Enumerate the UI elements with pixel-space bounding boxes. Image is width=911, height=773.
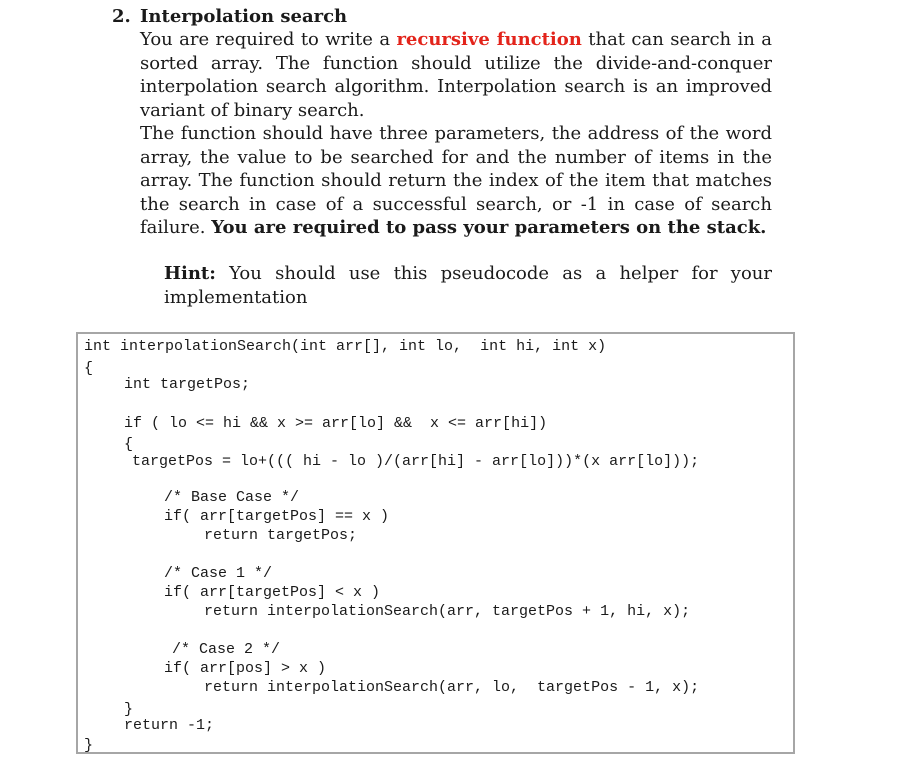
description-text: that can search in a sorted array. The function should utilize the divide-and-conquer interpolation search algorithm. Interpolation search is an improved variant of binary search. bbox=[140, 29, 772, 121]
code-line: if( arr[targetPos] < x ) bbox=[164, 584, 381, 601]
code-line: return interpolationSearch(arr, targetPos + 1, hi, x); bbox=[204, 603, 691, 620]
code-line: return -1; bbox=[124, 717, 215, 734]
code-line: if( arr[targetPos] == x ) bbox=[164, 508, 390, 525]
code-block bbox=[76, 332, 795, 754]
task-description bbox=[140, 28, 772, 240]
code-line: { bbox=[124, 436, 134, 453]
description-paragraph-1 bbox=[140, 28, 772, 122]
hint-text: You should use this pseudocode as a helper for your implementation bbox=[164, 263, 772, 308]
code-comment: /* Case 2 */ bbox=[172, 641, 281, 658]
section-heading bbox=[112, 5, 347, 29]
description-paragraph-2 bbox=[140, 122, 772, 240]
recursive-function-highlight: recursive function bbox=[396, 29, 582, 50]
section-number: 2. bbox=[112, 6, 131, 27]
hint bbox=[164, 262, 772, 309]
code-line: return targetPos; bbox=[204, 527, 358, 544]
code-line: int targetPos; bbox=[124, 376, 251, 393]
description-text: The function should have three parameters, the address of the word array, the value to be searched for and the number of items in the array. The function should return the index of the item that matches the search in case of a successful search, or -1 in case of search failure. bbox=[140, 123, 772, 238]
code-line: if( arr[pos] > x ) bbox=[164, 660, 327, 677]
code-line: if ( lo <= hi && x >= arr[lo] && x <= arr[hi]) bbox=[124, 415, 548, 432]
description-text: You are required to write a bbox=[140, 29, 397, 50]
code-line: targetPos = lo+((( hi - lo )/(arr[hi] - arr[lo]))*(x arr[lo])); bbox=[132, 453, 700, 470]
code-comment: /* Case 1 */ bbox=[164, 565, 273, 582]
code-line: } bbox=[124, 701, 134, 718]
code-line: } bbox=[84, 737, 94, 754]
code-comment: /* Base Case */ bbox=[164, 489, 300, 506]
stack-requirement: You are required to pass your parameters on the stack. bbox=[211, 217, 767, 238]
hint-label: Hint: bbox=[164, 263, 216, 284]
code-line: return interpolationSearch(arr, lo, targetPos - 1, x); bbox=[204, 679, 700, 696]
section-title: Interpolation search bbox=[140, 6, 348, 27]
code-line: { bbox=[84, 360, 94, 377]
code-line: int interpolationSearch(int arr[], int lo, int hi, int x) bbox=[84, 338, 607, 355]
